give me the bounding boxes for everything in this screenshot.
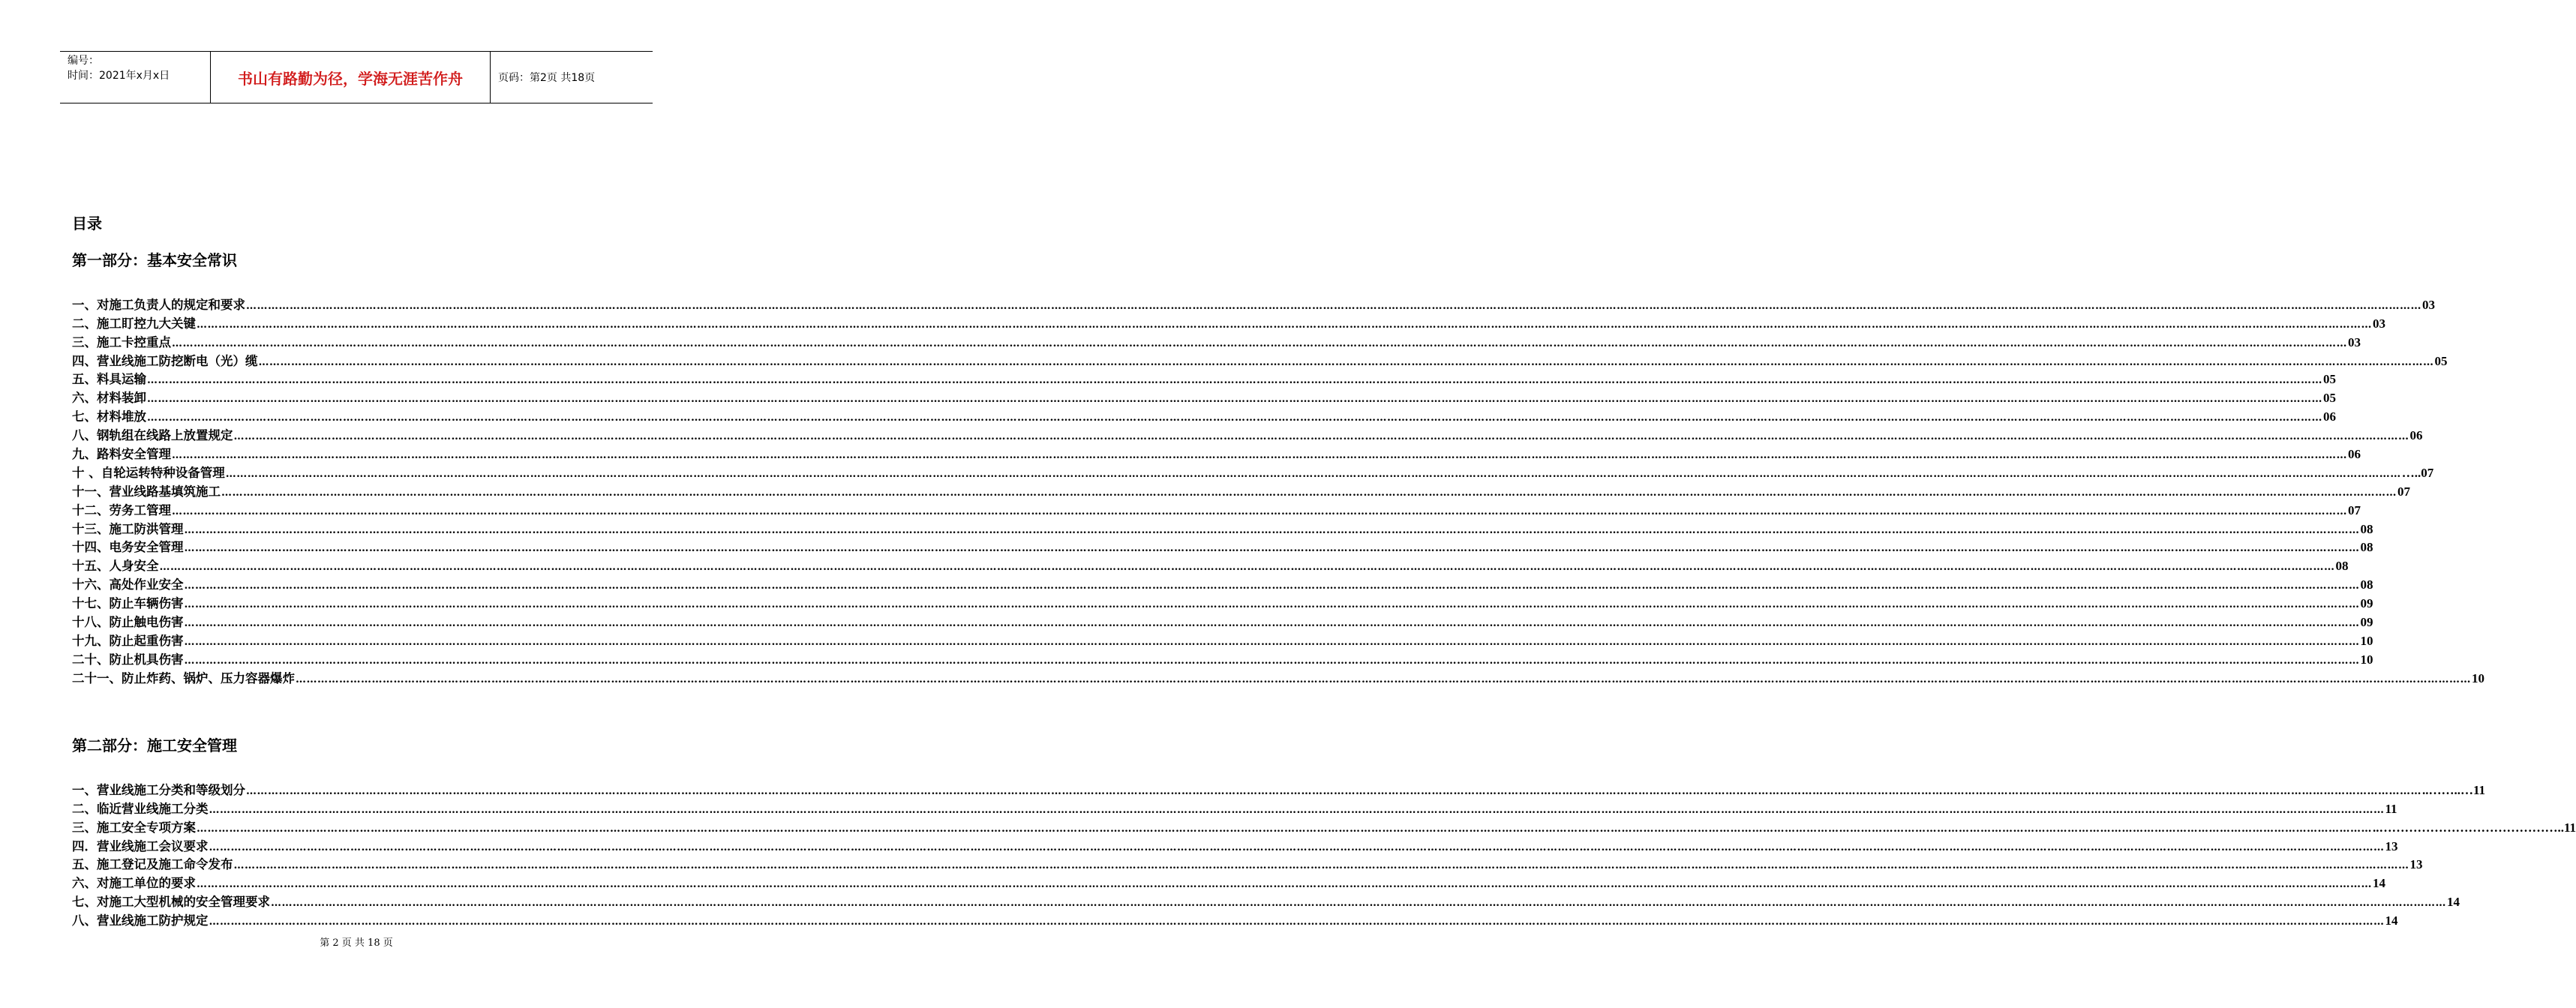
toc-entry[interactable] — [72, 798, 2397, 817]
toc-entry-page: 06 — [2409, 428, 2423, 443]
toc-entry-label: 七、对施工大型机械的安全管理要求 — [72, 895, 270, 910]
toc-leader-dots: …………………………………………………………………………………………………………………………………………………………………………………………………………………………………………………………………………………………………………………………………………………………………………………………………………………………………………………………………………………………………………………………………………………… — [184, 598, 2360, 611]
toc-entry-label: 八、营业线施工防护规定 — [72, 914, 209, 928]
toc-entry-page: 08 — [2360, 521, 2373, 536]
toc-entry-label: 二十一、防止炸药、锅炉、压力容器爆炸 — [72, 670, 295, 686]
toc-entry[interactable] — [72, 406, 2336, 424]
toc-entry[interactable] — [72, 817, 2576, 836]
toc-leader-dots: …………………………………………………………………………………………………………………………………………………………………………………………………………………………………………………………………………………………………………………………………………………………………………………………………………………………………………………………………………………………………………………………………………………… — [233, 860, 2409, 872]
toc-entry-page: 10 — [2360, 633, 2373, 648]
toc-entry-page: 14 — [2385, 914, 2398, 928]
toc-entry-label: 六、对施工单位的要求 — [72, 876, 196, 891]
toc-entry-label: 四．营业线施工会议要求 — [72, 838, 209, 854]
toc-entry[interactable] — [72, 891, 2460, 910]
toc-leader-dots: …………………………………………………………………………………………………………………………………………………………………………………………………………………………………………………………………………………………………………………………………………………………………………………………………………………………………………………………………………………………………………………………………………………… — [225, 467, 2401, 480]
toc-entry[interactable] — [72, 574, 2373, 592]
toc-entry-label: 八、钢轨组在线路上放置规定 — [72, 428, 233, 443]
toc-leader-dots: …………………………………………………………………………………………………………………………………………………………………………………………………………………………………………………………………………………………………………………………………………………………………………………………………………………………………………………………………………………………………………………………………………………… — [172, 505, 2347, 518]
toc-leader-dots: …………………………………………………………………………………………………………………………………………………………………………………………………………………………………………………………………………………………………………………………………………………………………………………………………………………………………………………………………………………………………………………………………………………… — [209, 916, 2385, 928]
toc-entry[interactable] — [72, 518, 2373, 537]
toc-entry[interactable] — [72, 350, 2448, 369]
toc-leader-dots: …………………………………………………………………………………………………………………………………………………………………………………………………………………………………………………………………………………………………………………………………………………………………………………………………………………………………………………………………………………………………………………………………………………… — [258, 356, 2434, 368]
toc-entry-label: 一、对施工负责人的规定和要求 — [72, 297, 245, 312]
toc-entry-label: 十三、施工防洪管理 — [72, 521, 184, 536]
toc-entry-label: 三、施工安全专项方案 — [72, 820, 196, 835]
part2-toc-list — [72, 779, 2576, 928]
time-label: 时间：2021年x月x日 — [68, 70, 170, 82]
toc-entry-page: 06 — [2348, 447, 2361, 462]
toc-leader-dots: …………………………………………………………………………………………………………………………………………………………………………………………………………………………………………………………………………………………………………………………………………………………………………………………………………………………………………………………………………………………………………………………………………………… — [184, 580, 2360, 592]
toc-entry-label: 十五、人身安全 — [72, 559, 159, 574]
part1-title: 第一部分：基本安全常识 — [72, 251, 237, 269]
toc-leader-dots: …………………………………………………………………………………………………………………………………………………………………………………………………………………………………………………………………………………………………………………………………………………………………………………………………………………………………………………………………………………………………………………………………………………… — [147, 374, 2322, 387]
toc-leader-dots: …………………………………………………………………………………………………………………………………………………………………………………………………………………………………………………………………………………………………………………………………………………………………………………………………………………………………………………………………………………………………………………………………………………… — [172, 337, 2347, 350]
toc-entry-page: 14 — [2373, 876, 2385, 891]
toc-leader-dots: …………………………………………………………………………………………………………………………………………………………………………………………………………………………………………………………………………………………………………………………………………………………………………………………………………………………………………………………………………………………………………………………………………………… — [197, 822, 2372, 835]
page-footer: 第 2 页 共 18 页 — [320, 938, 393, 949]
toc-entry[interactable] — [72, 500, 2361, 518]
toc-entry[interactable] — [72, 537, 2373, 556]
toc-entry-page: …..07 — [2401, 465, 2434, 480]
toc-leader-dots: …………………………………………………………………………………………………………………………………………………………………………………………………………………………………………………………………………………………………………………………………………………………………………………………………………………………………………………………………………………………………………………………………………………… — [296, 673, 2471, 686]
toc-entry[interactable] — [72, 649, 2373, 668]
toc-title: 目录 — [72, 214, 102, 232]
toc-entry[interactable] — [72, 910, 2398, 928]
toc-leader-dots: …………………………………………………………………………………………………………………………………………………………………………………………………………………………………………………………………………………………………………………………………………………………………………………………………………………………………………………………………………………………………………………………………………………… — [197, 878, 2372, 891]
toc-entry-page: 08 — [2335, 559, 2349, 574]
toc-entry[interactable] — [72, 555, 2349, 574]
part1-toc-list — [72, 294, 2484, 686]
toc-entry-label: 四、营业线施工防挖断电（光）缆 — [72, 353, 258, 368]
toc-leader-dots: …………………………………………………………………………………………………………………………………………………………………………………………………………………………………………………………………………………………………………………………………………………………………………………………………………………………………………………………………………………………………………………………………………………… — [172, 449, 2347, 462]
toc-entry-label: 五、施工登记及施工命令发布 — [72, 857, 233, 872]
toc-entry[interactable] — [72, 836, 2398, 854]
toc-leader-dots: …………………………………………………………………………………………………………………………………………………………………………………………………………………………………………………………………………………………………………………………………………………………………………………………………………………………………………………………………………………………………………………………………………………… — [184, 617, 2360, 630]
toc-entry-page: 08 — [2360, 578, 2373, 592]
toc-entry[interactable] — [72, 611, 2373, 630]
toc-leader-dots: …………………………………………………………………………………………………………………………………………………………………………………………………………………………………………………………………………………………………………………………………………………………………………………………………………………………………………………………………………………………………………………………………………………… — [184, 542, 2360, 555]
toc-leader-dots: …………………………………………………………………………………………………………………………………………………………………………………………………………………………………………………………………………………………………………………………………………………………………………………………………………………………………………………………………………………………………………………………………………………… — [159, 561, 2335, 574]
toc-entry-label: 六、材料装卸 — [72, 391, 146, 406]
toc-entry-label: 十七、防止车辆伤害 — [72, 596, 184, 611]
toc-entry[interactable] — [72, 424, 2423, 443]
toc-leader-dots: …………………………………………………………………………………………………………………………………………………………………………………………………………………………………………………………………………………………………………………………………………………………………………………………………………………………………………………………………………………………………………………………………………………… — [209, 841, 2385, 854]
toc-entry[interactable] — [72, 481, 2410, 500]
toc-entry-page: 03 — [2422, 297, 2435, 312]
toc-entry-page: 11 — [2385, 801, 2397, 816]
toc-entry[interactable] — [72, 387, 2336, 406]
toc-entry-label: 十六、高处作业安全 — [72, 578, 184, 592]
toc-leader-dots: …………………………………………………………………………………………………………………………………………………………………………………………………………………………………………………………………………………………………………………………………………………………………………………………………………………………………………………………………………………………………………………………………………………… — [184, 524, 2360, 536]
toc-leader-dots: …………………………………………………………………………………………………………………………………………………………………………………………………………………………………………………………………………………………………………………………………………………………………………………………………………………………………………………………………………………………………………………………………………………… — [184, 654, 2360, 667]
toc-entry-page: 09 — [2360, 596, 2373, 611]
toc-entry-page: 10 — [2472, 670, 2484, 686]
toc-entry-label: 十一、营业线路基填筑施工 — [72, 484, 221, 499]
toc-entry-label: 二、施工盯控九大关键 — [72, 316, 196, 331]
toc-entry-page: 14 — [2447, 895, 2460, 910]
toc-entry[interactable] — [72, 462, 2434, 481]
toc-entry[interactable] — [72, 294, 2435, 313]
toc-leader-dots: …………………………………………………………………………………………………………………………………………………………………………………………………………………………………………………………………………………………………………………………………………………………………………………………………………………………………………………………………………………………………………………………………………………… — [209, 803, 2385, 816]
toc-entry[interactable] — [72, 332, 2361, 350]
motto-text: 书山有路勤为径，学海无涯苦作舟 — [238, 69, 463, 88]
toc-entry-label: 二、临近营业线施工分类 — [72, 801, 209, 816]
toc-entry[interactable] — [72, 630, 2373, 649]
toc-leader-dots: …………………………………………………………………………………………………………………………………………………………………………………………………………………………………………………………………………………………………………………………………………………………………………………………………………………………………………………………………………………………………………………………………………………… — [197, 318, 2372, 331]
toc-entry-page: 09 — [2360, 615, 2373, 630]
toc-entry-page: 13 — [2385, 838, 2398, 854]
toc-entry-page: 07 — [2348, 502, 2361, 518]
toc-leader-dots: …………………………………………………………………………………………………………………………………………………………………………………………………………………………………………………………………………………………………………………………………………………………………………………………………………………………………………………………………………………………………………………………………………………… — [184, 635, 2360, 648]
toc-leader-dots: …………………………………………………………………………………………………………………………………………………………………………………………………………………………………………………………………………………………………………………………………………………………………………………………………………………………………………………………………………………………………………………………………………………… — [147, 393, 2322, 406]
toc-entry-page: 10 — [2360, 652, 2373, 667]
toc-entry-label: 一、营业线施工分类和等级划分 — [72, 782, 245, 797]
toc-entry[interactable] — [72, 779, 2486, 798]
toc-entry-label: 十八、防止触电伤害 — [72, 615, 184, 630]
toc-entry[interactable] — [72, 592, 2373, 611]
part2-title: 第二部分：施工安全管理 — [72, 736, 237, 754]
toc-leader-dots: …………………………………………………………………………………………………………………………………………………………………………………………………………………………………………………………………………………………………………………………………………………………………………………………………………………………………………………………………………………………………………………………………………………… — [246, 784, 2421, 797]
toc-entry-label: 十九、防止起重伤害 — [72, 633, 184, 648]
toc-entry[interactable] — [72, 443, 2361, 462]
toc-entry-page: 06 — [2323, 410, 2336, 424]
toc-entry-page: 07 — [2397, 484, 2410, 499]
header-page-cell — [491, 52, 653, 103]
toc-entry-label: 二十、防止机具伤害 — [72, 652, 184, 667]
code-label: 编号： — [68, 55, 99, 67]
toc-entry-page: 03 — [2373, 316, 2385, 331]
toc-entry-label: 十二、劳务工管理 — [72, 502, 171, 518]
toc-entry-page: 05 — [2323, 391, 2336, 406]
toc-leader-dots: …………………………………………………………………………………………………………………………………………………………………………………………………………………………………………………………………………………………………………………………………………………………………………………………………………………………………………………………………………………………………………………………………………………… — [271, 897, 2446, 910]
toc-entry-label: 五、料具运输 — [72, 372, 146, 387]
toc-leader-dots: …………………………………………………………………………………………………………………………………………………………………………………………………………………………………………………………………………………………………………………………………………………………………………………………………………………………………………………………………………………………………………………………………………………… — [147, 412, 2322, 424]
toc-entry-label: 九、路料安全管理 — [72, 447, 171, 462]
page-label: 页码：第2页 共18页 — [498, 72, 596, 84]
toc-entry-page: 05 — [2434, 353, 2448, 368]
toc-entry-label: 三、施工卡控重点 — [72, 334, 171, 350]
toc-entry[interactable] — [72, 369, 2336, 388]
toc-entry-page: ..……..…11 — [2422, 782, 2486, 797]
toc-leader-dots: …………………………………………………………………………………………………………………………………………………………………………………………………………………………………………………………………………………………………………………………………………………………………………………………………………………………………………………………………………………………………………………………………………………… — [246, 299, 2421, 312]
toc-entry[interactable] — [72, 854, 2423, 873]
page-header — [60, 51, 653, 104]
toc-entry[interactable] — [72, 313, 2385, 332]
toc-entry-page: 13 — [2409, 857, 2423, 872]
toc-entry-page: ..……………………………………..11 — [2373, 820, 2576, 835]
toc-entry-page: 08 — [2360, 540, 2373, 555]
toc-entry-page: 03 — [2348, 334, 2361, 350]
toc-entry-label: 十四、电务安全管理 — [72, 540, 184, 555]
header-meta-cell — [60, 52, 211, 103]
toc-entry-label: 十 、自轮运转特种设备管理 — [72, 465, 225, 480]
toc-entry[interactable] — [72, 872, 2385, 891]
toc-entry-page: 05 — [2323, 372, 2336, 387]
header-motto-cell — [211, 52, 491, 103]
toc-entry[interactable] — [72, 668, 2484, 686]
toc-leader-dots: …………………………………………………………………………………………………………………………………………………………………………………………………………………………………………………………………………………………………………………………………………………………………………………………………………………………………………………………………………………………………………………………………………………… — [233, 430, 2409, 443]
toc-leader-dots: …………………………………………………………………………………………………………………………………………………………………………………………………………………………………………………………………………………………………………………………………………………………………………………………………………………………………………………………………………………………………………………………………………………… — [221, 486, 2397, 499]
toc-entry-label: 七、材料堆放 — [72, 410, 146, 424]
